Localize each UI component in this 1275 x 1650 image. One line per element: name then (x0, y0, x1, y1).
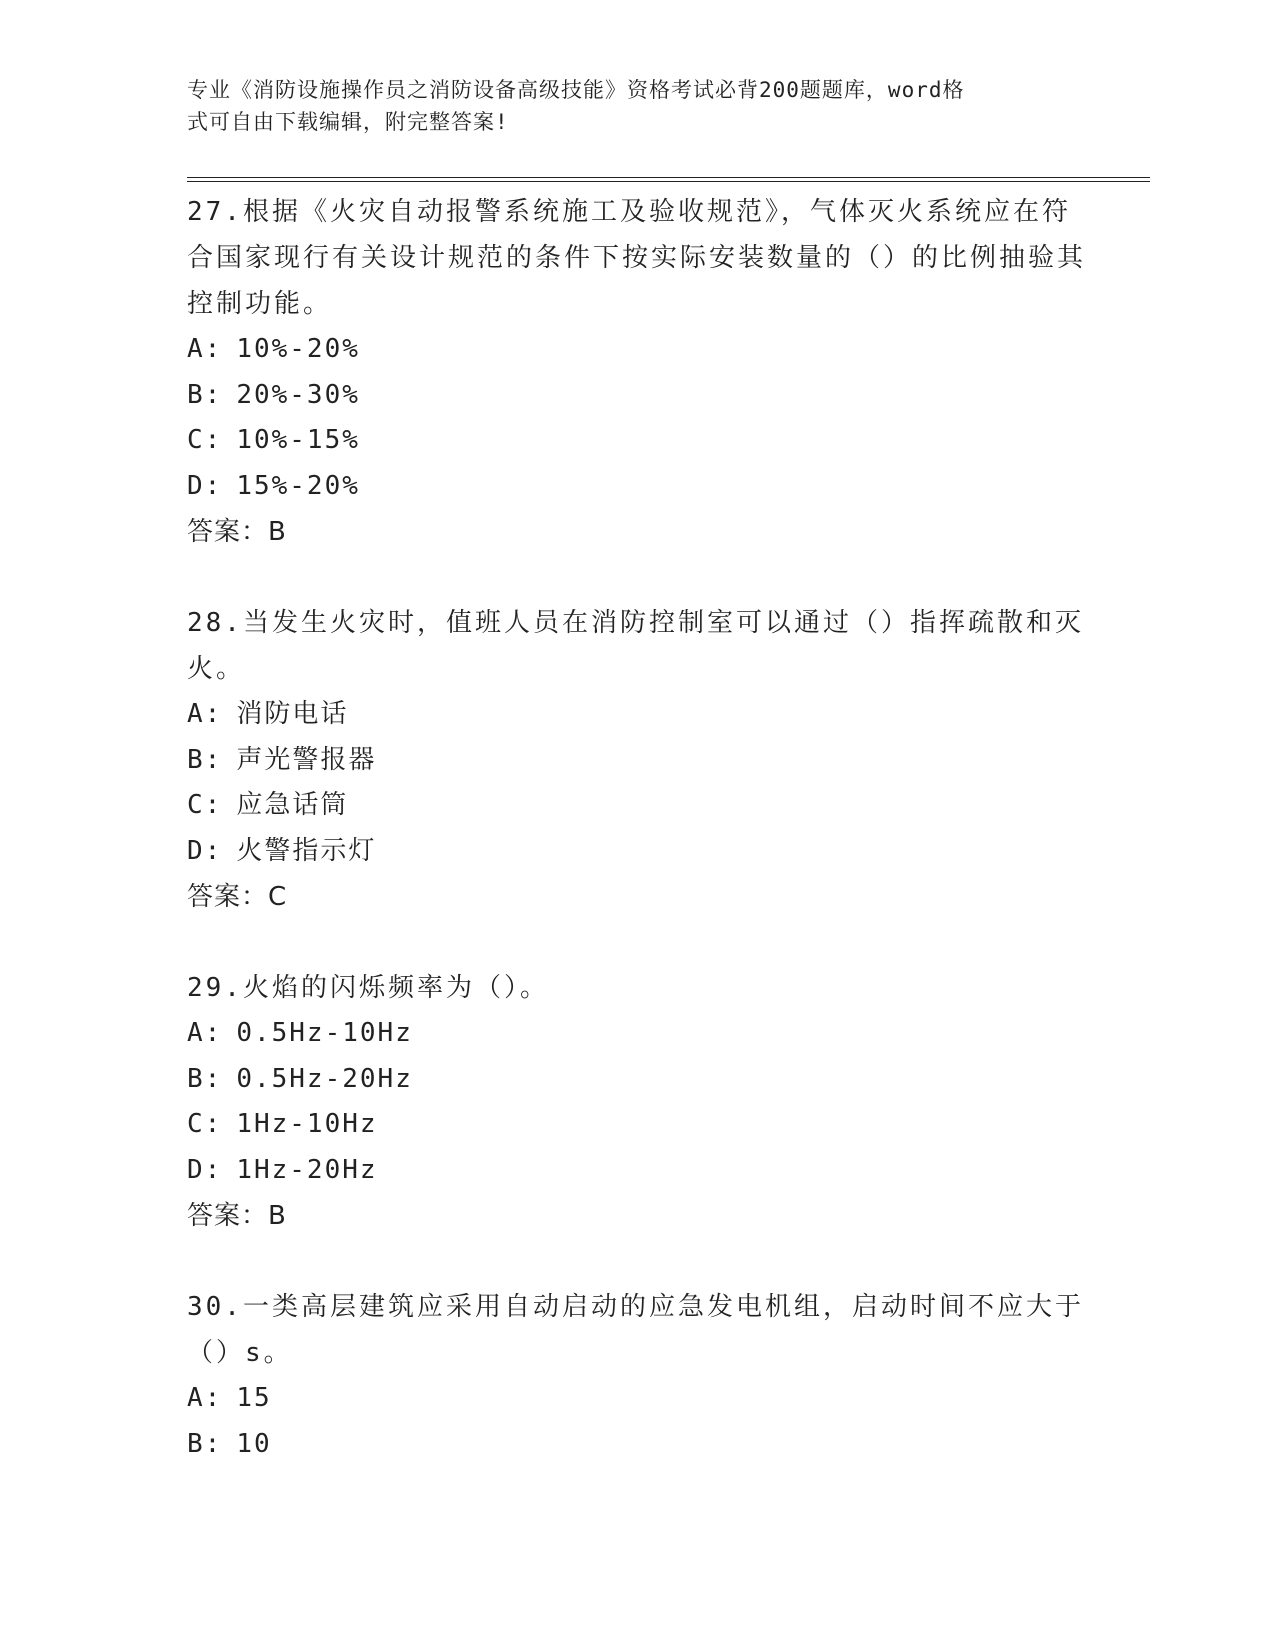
option-letter: B: (187, 379, 223, 410)
answer: 答案：C (187, 882, 288, 912)
option-d (187, 464, 1087, 510)
option-text: 15 (236, 1383, 272, 1413)
answer: 答案：B (187, 1201, 287, 1231)
option-letter: A: (187, 1018, 223, 1048)
option-text: 10%-15% (236, 425, 360, 455)
option-text: 0.5Hz-10Hz (236, 1018, 413, 1048)
question-30 (187, 1284, 1087, 1467)
option-letter: B: (187, 1063, 223, 1094)
option-letter: B: (187, 1428, 223, 1459)
question-stem: 30.一类高层建筑应采用自动启动的应急发电机组，启动时间不应大于（）s。 (187, 1292, 1084, 1368)
option-d (187, 1148, 1087, 1194)
option-letter: D: (187, 835, 223, 866)
option-letter: D: (187, 1154, 223, 1185)
option-text: 火警指示灯 (236, 835, 377, 866)
option-text: 20%-30% (236, 379, 360, 410)
option-c (187, 783, 1087, 829)
header-line-1: 专业《消防设施操作员之消防设备高级技能》资格考试必背200题题库，word格 (187, 78, 965, 102)
question-27 (187, 189, 1087, 555)
option-text: 声光警报器 (236, 744, 377, 775)
option-a (187, 1011, 1087, 1057)
option-text: 1Hz-20Hz (236, 1154, 378, 1185)
question-stem: 28.当发生火灾时，值班人员在消防控制室可以通过（）指挥疏散和灭火。 (187, 608, 1084, 684)
option-a (187, 692, 1087, 738)
option-text: 15%-20% (236, 470, 360, 501)
header-line-2: 式可自由下载编辑，附完整答案! (187, 110, 509, 134)
option-c (187, 1102, 1087, 1148)
option-a (187, 1376, 1087, 1422)
question-stem: 29.火焰的闪烁频率为（）。 (187, 973, 549, 1003)
question-28 (187, 600, 1087, 920)
option-letter: A: (187, 334, 223, 364)
option-text: 应急话筒 (236, 790, 349, 820)
option-text: 消防电话 (236, 699, 349, 729)
option-a (187, 327, 1087, 373)
option-letter: B: (187, 744, 223, 775)
option-letter: C: (187, 1109, 223, 1139)
option-text: 1Hz-10Hz (236, 1109, 378, 1139)
option-d (187, 829, 1087, 875)
option-letter: D: (187, 470, 223, 501)
option-text: 0.5Hz-20Hz (236, 1063, 413, 1094)
answer: 答案：B (187, 517, 287, 547)
option-b (187, 373, 1087, 419)
question-stem: 27.根据《火灾自动报警系统施工及验收规范》，气体灭火系统应在符合国家现行有关设计规范的条件下按实际安装数量的（）的比例抽验其控制功能。 (187, 197, 1087, 319)
option-b (187, 738, 1087, 784)
question-list (187, 189, 1087, 1467)
option-c (187, 418, 1087, 464)
option-text: 10 (236, 1428, 272, 1459)
option-letter: A: (187, 1383, 223, 1413)
question-29 (187, 965, 1087, 1239)
header-double-rule (187, 177, 1150, 182)
option-letter: C: (187, 425, 223, 455)
option-b (187, 1057, 1087, 1103)
option-b (187, 1422, 1087, 1468)
option-letter: A: (187, 699, 223, 729)
option-text: 10%-20% (236, 334, 360, 364)
option-letter: C: (187, 790, 223, 820)
document-header (187, 74, 1067, 138)
